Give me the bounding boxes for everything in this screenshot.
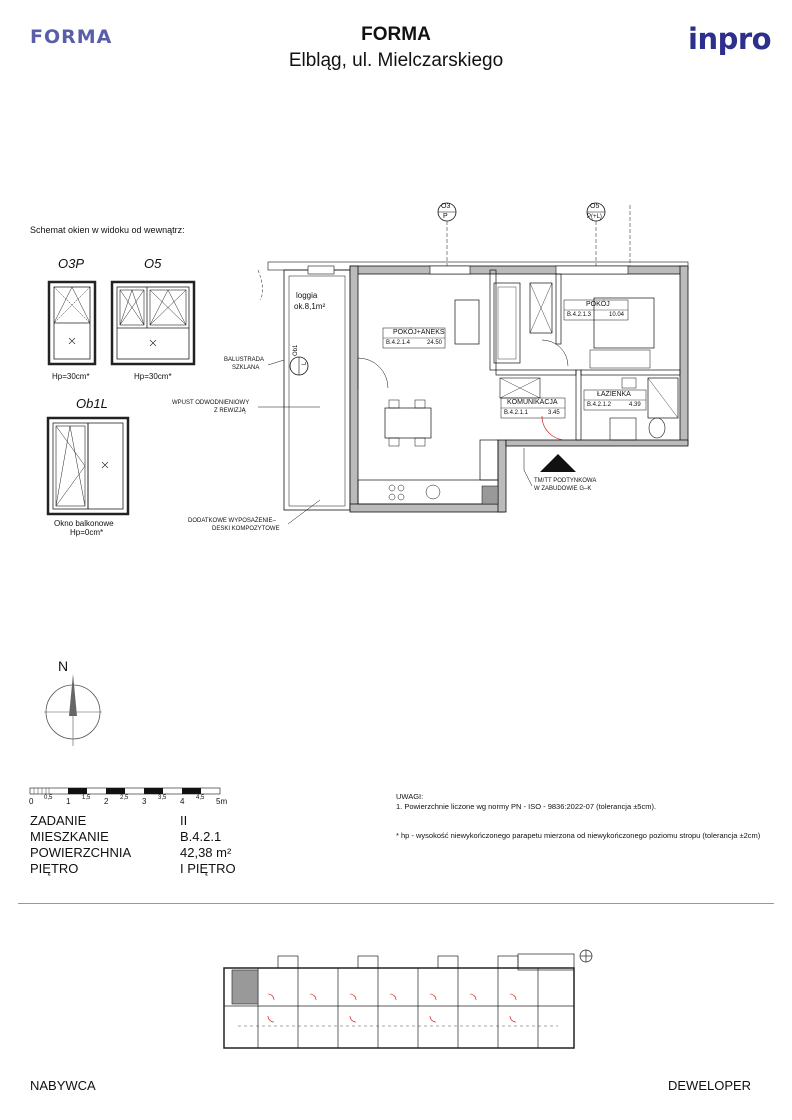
divider — [18, 903, 774, 904]
scale-label: 0,5 — [44, 795, 53, 801]
room-name-living: POKÓJ+ANEKS — [393, 329, 445, 336]
tag-o5: O5 — [590, 203, 600, 210]
scale-label: 1,5 — [82, 795, 91, 801]
window-o3p-label: O3P — [58, 256, 85, 271]
tag-ob1: Ob1 — [293, 344, 299, 356]
scale-label: 2 — [104, 797, 109, 806]
remarks-note-2: * hp - wysokość niewykończonego parapetu mierzona od niewykończonego poziomu stropu (tolerancja ±2cm) — [396, 831, 761, 840]
window-o5-label: O5 — [144, 256, 162, 271]
room-area-bathroom: 4.39 — [629, 402, 641, 408]
scale-label: 0 — [29, 797, 34, 806]
building-key-plan — [218, 946, 598, 1056]
room-area-living: 24.50 — [427, 340, 443, 346]
footer-developer: DEWELOPER — [668, 1078, 752, 1093]
room-code-bathroom: B.4.2.1.2 — [587, 402, 612, 408]
scale-label: 5m — [216, 797, 228, 806]
window-ob1l-label: Ob1L — [76, 396, 108, 411]
note-tm-2: W ZABUDOWIE G–K — [534, 486, 592, 492]
room-area-bedroom: 10.04 — [609, 312, 625, 318]
info-val-zadanie: II — [180, 813, 188, 828]
scale-label: 3 — [142, 797, 147, 806]
room-code-bedroom: B.4.2.1.3 — [567, 312, 592, 318]
scale-label: 1 — [66, 797, 71, 806]
tag-o3-sub: P — [443, 213, 448, 220]
tag-ob1-sub: L — [302, 361, 308, 365]
scale-label: 4 — [180, 797, 185, 806]
window-ob1l-caption: Okno balkonowe — [54, 519, 114, 528]
note-dodatkowe-2: DESKI KOMPOZYTOWE — [212, 526, 280, 532]
inpro-logo: inpro — [688, 22, 772, 56]
window-ob1l-hp: Hp=0cm* — [70, 528, 104, 537]
page-subtitle: Elbląg, ul. Mielczarskiego — [288, 50, 504, 71]
room-code-living: B.4.2.1.4 — [386, 340, 411, 346]
info-key-mieszkanie: MIESZKANIE — [30, 829, 109, 844]
page-title: FORMA — [361, 24, 431, 45]
scale-label: 2,5 — [120, 795, 129, 801]
tag-o3: O3 — [441, 203, 451, 210]
room-code-hall: B.4.2.1.1 — [504, 410, 529, 416]
info-val-powierzchnia: 42,38 m² — [180, 845, 232, 860]
loggia-area: ok.8,1m² — [294, 302, 326, 311]
remarks-note-1: 1. Powierzchnie liczone wg normy PN - ISO - 9836:2022-07 (tolerancja ±5cm). — [396, 802, 657, 811]
loggia-name: loggia — [296, 291, 318, 300]
scale-label: 3,5 — [158, 795, 167, 801]
note-wpust-2: Z REWIZJĄ — [214, 408, 246, 414]
compass-icon — [40, 670, 106, 750]
info-key-powierzchnia: POWIERZCHNIA — [30, 845, 132, 860]
room-name-bathroom: ŁAZIENKA — [597, 391, 631, 398]
note-balustrada-2: SZKLANA — [232, 365, 260, 371]
compass-north-label: N — [58, 658, 69, 674]
room-area-hall: 3.45 — [548, 410, 560, 416]
note-wpust-1: WPUST ODWODNIENIOWY — [172, 400, 250, 406]
note-balustrada-1: BALUSTRADA — [224, 357, 265, 363]
window-schema-title: Schemat okien w widoku od wewnątrz: — [30, 225, 185, 235]
scale-label: 4,5 — [196, 795, 205, 801]
room-name-hall: KOMUNIKACJA — [507, 399, 558, 406]
remarks-title: UWAGI: — [396, 792, 424, 801]
note-dodatkowe-1: DODATKOWE WYPOSAŻENIE– — [188, 518, 276, 524]
window-o5-hp: Hp=30cm* — [134, 372, 172, 381]
room-name-bedroom: POKÓJ — [586, 301, 610, 308]
note-tm-1: TM/TT PODTYNKOWA — [534, 478, 597, 484]
footer-buyer: NABYWCA — [30, 1078, 96, 1093]
tag-o5-sub: P(+L) — [587, 214, 602, 220]
info-val-pietro: I PIĘTRO — [180, 861, 236, 876]
forma-logo: FORMA — [30, 26, 113, 48]
info-val-mieszkanie: B.4.2.1 — [180, 829, 222, 844]
window-o3p-hp: Hp=30cm* — [52, 372, 90, 381]
info-key-zadanie: ZADANIE — [30, 813, 87, 828]
info-key-pietro: PIĘTRO — [30, 861, 79, 876]
